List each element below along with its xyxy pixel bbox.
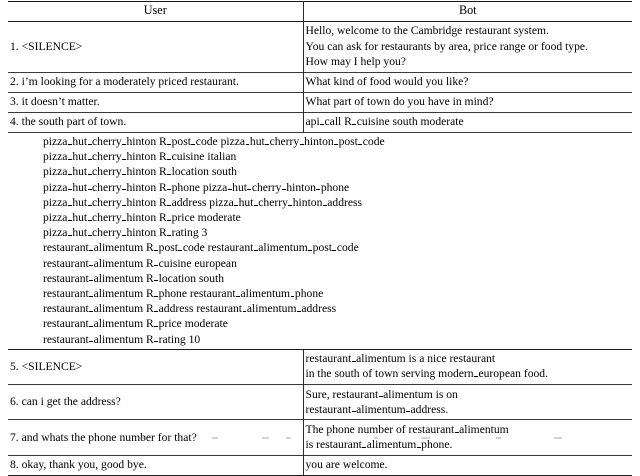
text-line: 1. <SILENCE> xyxy=(10,39,83,53)
kb-line: pizza hut cherry hinton R rating 3 xyxy=(43,226,208,240)
text-line: How may I help you? xyxy=(305,54,406,68)
user-utterance-cell xyxy=(8,349,303,384)
bot-utterance-cell xyxy=(303,72,632,92)
text-line: restaurant alimentum is a nice restaurant xyxy=(305,352,496,366)
table-row xyxy=(8,112,632,132)
user-utterance-cell xyxy=(8,455,303,475)
knowledge-base-cell xyxy=(8,133,632,350)
kb-line: restaurant alimentum R price moderate xyxy=(43,317,228,331)
kb-line: pizza hut cherry hinton R location south xyxy=(43,165,237,179)
text-line: 3. it doesn’t matter. xyxy=(10,95,100,109)
text-line: 6. can i get the address? xyxy=(10,395,121,409)
dialog-table xyxy=(8,1,632,476)
bot-utterance-cell xyxy=(303,112,632,132)
text-line: What kind of food would you like? xyxy=(305,75,469,89)
text-line: 2. i’m looking for a moderately priced restaurant. xyxy=(10,75,239,89)
table-row xyxy=(8,349,632,384)
table-row xyxy=(8,455,632,475)
text-line: 5. <SILENCE> xyxy=(10,359,83,373)
user-utterance-cell xyxy=(8,92,303,112)
kb-line: pizza hut cherry hinton R phone pizza hut cherry hinton phone xyxy=(43,180,350,194)
text-line: Sure, restaurant alimentum is on xyxy=(305,387,458,401)
table-header-row xyxy=(8,2,632,22)
text-line: is restaurant alimentum phone. xyxy=(305,438,453,452)
kb-line: pizza hut cherry hinton R address pizza hut cherry hinton address xyxy=(43,195,363,209)
kb-line: restaurant alimentum R post code restaurant alimentum post code xyxy=(43,241,359,255)
table-row xyxy=(8,92,632,112)
kb-line: restaurant alimentum R cuisine european xyxy=(43,256,237,270)
text-line: you are welcome. xyxy=(305,458,388,472)
bot-utterance-cell xyxy=(303,385,632,420)
column-header-user: User xyxy=(8,2,303,22)
text-line: restaurant alimentum address. xyxy=(305,402,449,416)
text-line: The phone number of restaurant alimentum xyxy=(305,422,509,436)
kb-line: pizza hut cherry hinton R post code pizza hut cherry hinton post code xyxy=(43,135,385,149)
kb-line: restaurant alimentum R phone restaurant alimentum phone xyxy=(43,286,324,300)
text-line: What part of town do you have in mind? xyxy=(305,95,494,109)
dialog-table-body xyxy=(8,2,632,476)
text-line: api call R cuisine south moderate xyxy=(305,115,464,129)
user-utterance-cell xyxy=(8,72,303,92)
table-row xyxy=(8,385,632,420)
kb-line: pizza hut cherry hinton R price moderate xyxy=(43,211,241,225)
kb-line: restaurant alimentum R location south xyxy=(43,271,225,285)
kb-line: restaurant alimentum R address restaurant alimentum address xyxy=(43,302,337,316)
bot-utterance-cell xyxy=(303,92,632,112)
bot-utterance-cell xyxy=(303,455,632,475)
kb-line: restaurant alimentum R rating 10 xyxy=(43,332,201,346)
user-utterance-cell xyxy=(8,21,303,72)
text-line: You can ask for restaurants by area, price range or food type. xyxy=(305,39,588,53)
column-header-bot: Bot xyxy=(303,2,632,22)
text-line: 8. okay, thank you, good bye. xyxy=(10,458,147,472)
clipped-caption-sliver xyxy=(34,436,609,441)
knowledge-base-row xyxy=(8,133,632,350)
table-row xyxy=(8,21,632,72)
table-row xyxy=(8,72,632,92)
bot-utterance-cell xyxy=(303,21,632,72)
text-line: in the south of town serving modern european food. xyxy=(305,367,548,381)
text-line: Hello, welcome to the Cambridge restaurant system. xyxy=(305,24,549,38)
text-line: 7. and whats the phone number for that? xyxy=(10,430,197,444)
user-utterance-cell xyxy=(8,385,303,420)
user-utterance-cell xyxy=(8,112,303,132)
bot-utterance-cell xyxy=(303,349,632,384)
kb-line: pizza hut cherry hinton R cuisine italian xyxy=(43,150,237,164)
text-line: 4. the south part of town. xyxy=(10,115,127,129)
